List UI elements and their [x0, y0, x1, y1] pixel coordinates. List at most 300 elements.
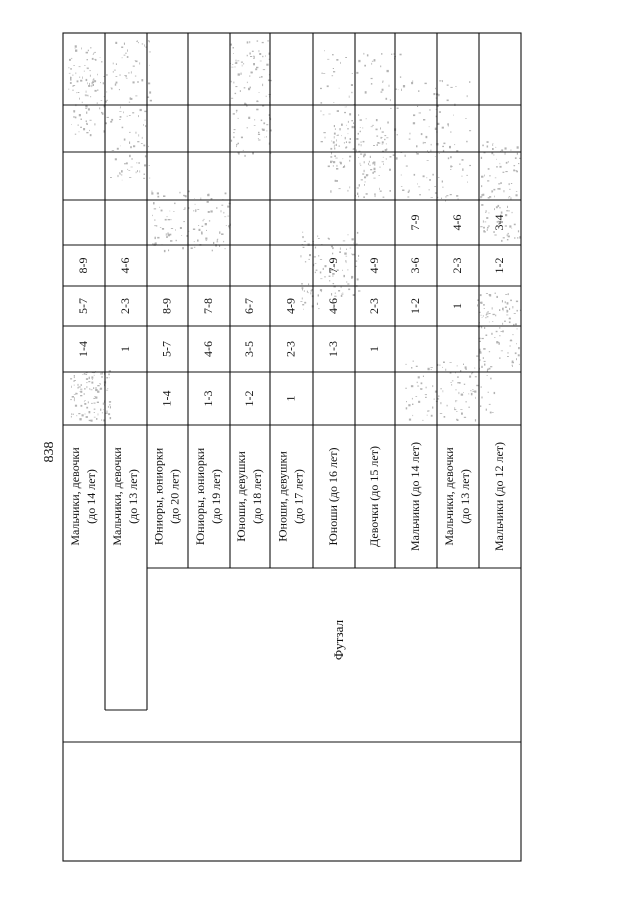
scan-speck	[483, 357, 484, 359]
scan-speck	[366, 118, 367, 119]
scan-speck	[427, 415, 428, 416]
scan-speck	[344, 112, 346, 113]
scan-speck	[507, 239, 509, 240]
scan-speck	[108, 388, 109, 389]
scan-speck	[208, 211, 210, 213]
scan-speck	[88, 401, 89, 403]
scan-speck	[89, 411, 91, 413]
scan-speck	[401, 186, 403, 187]
scan-speck	[370, 165, 371, 166]
scan-speck	[300, 301, 302, 302]
scan-speck	[168, 219, 170, 220]
scan-speck	[126, 75, 127, 77]
scan-speck	[263, 122, 265, 124]
scan-speck	[418, 376, 420, 378]
scan-speck	[124, 75, 125, 76]
scan-speck	[500, 166, 502, 168]
scan-speck	[500, 163, 501, 164]
scan-speck	[432, 407, 433, 409]
scan-speck	[429, 126, 430, 127]
scan-speck	[103, 82, 104, 84]
scan-speck	[262, 129, 264, 131]
scan-speck	[494, 392, 496, 394]
scan-speck	[243, 150, 244, 151]
scan-speck	[418, 90, 419, 92]
scan-speck	[487, 180, 489, 181]
scan-speck	[249, 41, 250, 43]
scan-speck	[504, 190, 505, 192]
scan-speck	[502, 308, 504, 310]
scan-speck	[320, 289, 322, 291]
range-cell: 1-2	[407, 298, 422, 314]
scan-speck	[481, 327, 482, 329]
scan-speck	[390, 190, 391, 192]
scan-speck	[439, 80, 441, 81]
scan-speck	[501, 351, 503, 352]
scan-speck	[353, 122, 354, 124]
scan-speck	[109, 404, 110, 405]
scan-speck	[119, 119, 121, 120]
scan-speck	[71, 124, 72, 125]
scan-speck	[380, 127, 381, 129]
scan-speck	[333, 102, 334, 103]
range-cell: 4-6	[449, 214, 464, 231]
scan-speck	[483, 304, 485, 306]
scan-speck	[253, 56, 254, 57]
scan-speck	[145, 120, 146, 121]
scan-speck	[347, 128, 349, 129]
scan-speck	[358, 151, 360, 152]
scan-speck	[412, 398, 413, 400]
scan-speck	[74, 399, 75, 401]
scan-speck	[512, 212, 513, 213]
scan-speck	[195, 209, 196, 211]
scan-speck	[127, 49, 128, 51]
scan-speck	[144, 174, 145, 176]
scan-speck	[484, 175, 485, 177]
scan-speck	[90, 134, 92, 136]
scan-speck	[262, 128, 263, 130]
scan-speck	[360, 127, 361, 128]
scan-speck	[346, 141, 347, 143]
scan-speck	[245, 104, 247, 105]
scan-speck	[519, 364, 520, 365]
scan-speck	[488, 392, 489, 393]
scan-speck	[374, 168, 376, 170]
scan-speck	[435, 192, 437, 193]
sport-label: Футзал	[330, 619, 346, 661]
scan-speck	[316, 270, 318, 271]
scan-speck	[447, 405, 448, 407]
scan-speck	[107, 117, 109, 118]
scan-speck	[199, 229, 201, 231]
scan-speck	[512, 334, 513, 335]
scan-speck	[184, 208, 186, 209]
scan-speck	[332, 161, 333, 163]
scan-speck	[438, 395, 439, 397]
scan-speck	[86, 416, 88, 418]
scan-speck	[97, 385, 99, 386]
scan-speck	[451, 384, 452, 386]
scan-speck	[332, 253, 333, 255]
range-cell: 4-6	[117, 257, 132, 274]
scan-speck	[438, 94, 439, 96]
scan-speck	[350, 138, 351, 140]
scan-speck	[259, 92, 260, 93]
scan-speck	[411, 82, 413, 84]
scan-speck	[85, 414, 86, 415]
scan-speck	[509, 321, 511, 323]
scan-speck	[371, 126, 373, 127]
scan-speck	[82, 102, 83, 103]
scan-speck	[162, 228, 164, 230]
scan-speck	[157, 196, 159, 198]
scan-speck	[166, 236, 168, 238]
scan-speck	[113, 63, 114, 65]
scan-speck	[128, 72, 129, 73]
scan-speck	[251, 72, 253, 73]
scan-speck	[308, 292, 309, 293]
range-cell: 4-9	[283, 298, 298, 314]
scan-speck	[337, 165, 338, 167]
scan-speck	[450, 131, 451, 132]
scan-speck	[91, 376, 93, 378]
scan-speck	[356, 243, 357, 244]
scan-speck	[516, 194, 518, 196]
scan-speck	[207, 201, 209, 203]
scan-speck	[358, 144, 359, 146]
scan-speck	[373, 145, 375, 146]
scan-speck	[125, 53, 127, 54]
scan-speck	[132, 112, 134, 113]
scan-speck	[143, 124, 144, 126]
scan-speck	[139, 170, 140, 172]
scan-speck	[374, 194, 376, 195]
scan-speck	[94, 403, 96, 404]
scan-speck	[136, 132, 137, 134]
scan-speck	[449, 146, 451, 148]
scan-speck	[434, 399, 435, 400]
scan-speck	[366, 193, 368, 195]
scan-speck	[387, 122, 389, 124]
scan-speck	[507, 302, 509, 304]
scan-speck	[435, 156, 436, 157]
scan-speck	[408, 404, 410, 406]
scan-speck	[414, 174, 416, 176]
scan-speck	[382, 161, 384, 162]
scan-speck	[87, 386, 88, 388]
scan-speck	[110, 121, 112, 123]
scan-speck	[417, 386, 419, 387]
scan-speck	[100, 373, 101, 375]
scan-speck	[122, 180, 123, 181]
range-cell: 7-8	[200, 298, 215, 314]
scan-speck	[398, 89, 399, 90]
scan-speck	[327, 59, 329, 60]
scan-speck	[371, 83, 372, 85]
scan-speck	[98, 413, 99, 415]
scan-speck	[339, 128, 340, 130]
scan-speck	[356, 261, 357, 262]
range-cell: 3-4	[491, 214, 506, 231]
scan-speck	[233, 47, 234, 49]
scan-speck	[227, 206, 229, 208]
scan-speck	[329, 280, 330, 282]
scan-speck	[496, 296, 498, 298]
scan-speck	[129, 155, 131, 157]
scan-speck	[515, 157, 517, 159]
scan-speck	[364, 176, 366, 178]
scan-speck	[410, 133, 411, 135]
scan-speck	[163, 195, 165, 197]
scan-speck	[221, 210, 222, 212]
scan-speck	[101, 61, 102, 62]
scan-speck	[416, 153, 418, 155]
scan-speck	[302, 298, 303, 300]
scan-speck	[363, 141, 365, 143]
scan-speck	[347, 283, 349, 284]
scan-speck	[345, 137, 346, 139]
scan-speck	[71, 58, 72, 59]
scan-speck	[429, 189, 430, 191]
scan-speck	[181, 235, 182, 236]
scan-speck	[417, 382, 418, 383]
scan-speck	[490, 378, 491, 380]
scan-speck	[487, 375, 488, 376]
scan-speck	[74, 385, 75, 386]
scan-speck	[80, 127, 82, 128]
scan-speck	[506, 310, 508, 311]
scan-speck	[262, 42, 264, 43]
scan-speck	[366, 174, 367, 175]
group-label: Юноши (до 16 лет)	[325, 447, 340, 546]
scan-speck	[315, 247, 316, 249]
scan-speck	[154, 225, 156, 226]
scan-speck	[224, 217, 226, 218]
scan-speck	[315, 263, 317, 264]
scan-speck	[488, 168, 490, 170]
scan-speck	[135, 76, 136, 77]
scan-speck	[235, 86, 237, 87]
scan-speck	[363, 155, 365, 157]
table-border	[63, 33, 521, 861]
scan-speck	[83, 128, 85, 130]
group-label: Юноши, девушки	[233, 451, 248, 542]
scan-speck	[90, 47, 91, 48]
scan-speck	[374, 164, 375, 166]
scan-speck	[462, 159, 464, 161]
scan-speck	[450, 87, 452, 88]
scan-speck	[233, 132, 235, 133]
scan-speck	[71, 416, 72, 418]
scan-speck	[344, 165, 345, 166]
group-label: Мальчики, девочки	[67, 447, 82, 546]
scan-speck	[336, 59, 338, 61]
scan-speck	[182, 247, 184, 249]
group-label: (до 14 лет)	[83, 469, 98, 524]
scan-speck	[174, 203, 175, 205]
scan-speck	[376, 129, 378, 131]
scan-speck	[328, 166, 330, 168]
scan-speck	[457, 400, 458, 401]
scan-speck	[412, 415, 413, 416]
scan-speck	[510, 300, 512, 302]
scan-speck	[371, 63, 372, 65]
scan-speck	[373, 162, 375, 164]
scan-speck	[89, 377, 90, 379]
scan-speck	[236, 112, 237, 113]
scan-speck	[386, 158, 387, 159]
scan-speck	[358, 60, 360, 62]
scan-speck	[87, 82, 88, 84]
scan-speck	[82, 414, 84, 416]
scan-speck	[499, 358, 501, 359]
scan-speck	[302, 304, 304, 305]
scan-speck	[360, 163, 361, 165]
scan-speck	[93, 78, 94, 80]
scan-speck	[383, 157, 384, 158]
scan-speck	[258, 138, 259, 139]
scan-speck	[447, 85, 449, 86]
scan-speck	[389, 85, 390, 87]
scan-speck	[440, 402, 441, 404]
scan-speck	[332, 54, 334, 55]
scan-speck	[416, 366, 418, 367]
scan-speck	[365, 181, 366, 182]
scan-speck	[173, 211, 174, 212]
range-cell: 2-3	[283, 341, 298, 357]
scan-speck	[475, 419, 476, 421]
scan-speck	[469, 376, 471, 378]
scan-speck	[86, 121, 87, 122]
scan-speck	[144, 44, 145, 46]
scan-speck	[226, 225, 227, 226]
group-label: Мальчики (до 14 лет)	[407, 441, 422, 552]
scan-speck	[396, 157, 398, 159]
scan-speck	[483, 194, 485, 196]
scan-speck	[261, 120, 263, 122]
scan-speck	[206, 230, 207, 231]
scan-speck	[333, 283, 335, 284]
scan-speck	[495, 178, 497, 179]
scan-speck	[342, 158, 343, 159]
scan-speck	[515, 352, 517, 354]
scan-speck	[335, 180, 337, 182]
scan-speck	[517, 329, 518, 330]
scan-speck	[168, 250, 169, 252]
scan-speck	[119, 172, 120, 173]
scan-speck	[346, 249, 347, 250]
scan-speck	[126, 162, 128, 164]
scan-speck	[111, 88, 113, 89]
scan-speck	[417, 106, 418, 107]
scan-speck	[358, 133, 359, 135]
scan-speck	[372, 172, 374, 174]
scan-speck	[396, 89, 397, 90]
scan-speck	[148, 83, 150, 85]
group-label: Юниоры, юниорки	[192, 447, 207, 546]
scan-speck	[508, 161, 509, 162]
scan-speck	[350, 248, 352, 249]
scan-speck	[450, 372, 452, 373]
scan-speck	[374, 171, 376, 173]
scan-speck	[497, 188, 499, 190]
scan-speck	[148, 146, 149, 147]
scan-speck	[121, 175, 122, 176]
scan-speck	[487, 316, 489, 317]
scan-speck	[165, 219, 167, 221]
scan-speck	[491, 190, 492, 192]
scan-speck	[76, 415, 77, 416]
scan-speck	[393, 54, 394, 55]
scan-speck	[370, 169, 372, 170]
scan-speck	[493, 154, 494, 155]
scan-speck	[340, 62, 341, 64]
scan-speck	[440, 388, 441, 389]
scan-speck	[333, 161, 335, 163]
scan-speck	[440, 364, 441, 366]
scan-speck	[78, 387, 79, 389]
scan-speck	[401, 89, 402, 91]
scan-speck	[445, 369, 446, 371]
scan-speck	[352, 238, 354, 240]
scan-speck	[334, 136, 335, 138]
scan-speck	[400, 54, 402, 56]
scan-speck	[115, 42, 117, 44]
scan-speck	[466, 141, 467, 143]
scan-speck	[74, 375, 75, 376]
scan-speck	[493, 314, 495, 315]
scan-speck	[74, 394, 76, 395]
scan-speck	[365, 91, 367, 93]
scan-speck	[407, 197, 409, 198]
scan-speck	[68, 89, 69, 90]
scan-speck	[93, 398, 95, 399]
scan-speck	[489, 368, 491, 370]
scan-speck	[157, 192, 159, 194]
scan-speck	[351, 254, 352, 255]
scan-speck	[475, 397, 476, 399]
scan-speck	[194, 247, 195, 248]
scan-speck	[330, 156, 332, 158]
scan-speck	[450, 382, 451, 383]
scan-speck	[267, 40, 268, 41]
range-cell: 4-6	[325, 298, 340, 314]
scan-speck	[514, 237, 515, 239]
scan-speck	[446, 195, 448, 196]
scan-speck	[496, 166, 498, 167]
scan-speck	[335, 158, 337, 159]
scan-speck	[332, 275, 333, 276]
scan-speck	[372, 125, 374, 126]
scan-speck	[419, 113, 421, 114]
scan-speck	[80, 391, 82, 393]
scan-speck	[91, 389, 93, 390]
scan-speck	[150, 100, 152, 102]
scan-speck	[249, 53, 250, 55]
scan-speck	[335, 293, 336, 294]
scan-speck	[86, 112, 87, 114]
scan-speck	[321, 291, 322, 292]
scan-speck	[103, 403, 104, 405]
scan-speck	[334, 296, 336, 297]
range-cell: 2-3	[117, 298, 132, 314]
scan-speck	[425, 83, 427, 84]
scan-speck	[509, 225, 511, 227]
scan-speck	[78, 92, 80, 93]
scan-speck	[507, 206, 508, 208]
scan-speck	[386, 98, 388, 100]
